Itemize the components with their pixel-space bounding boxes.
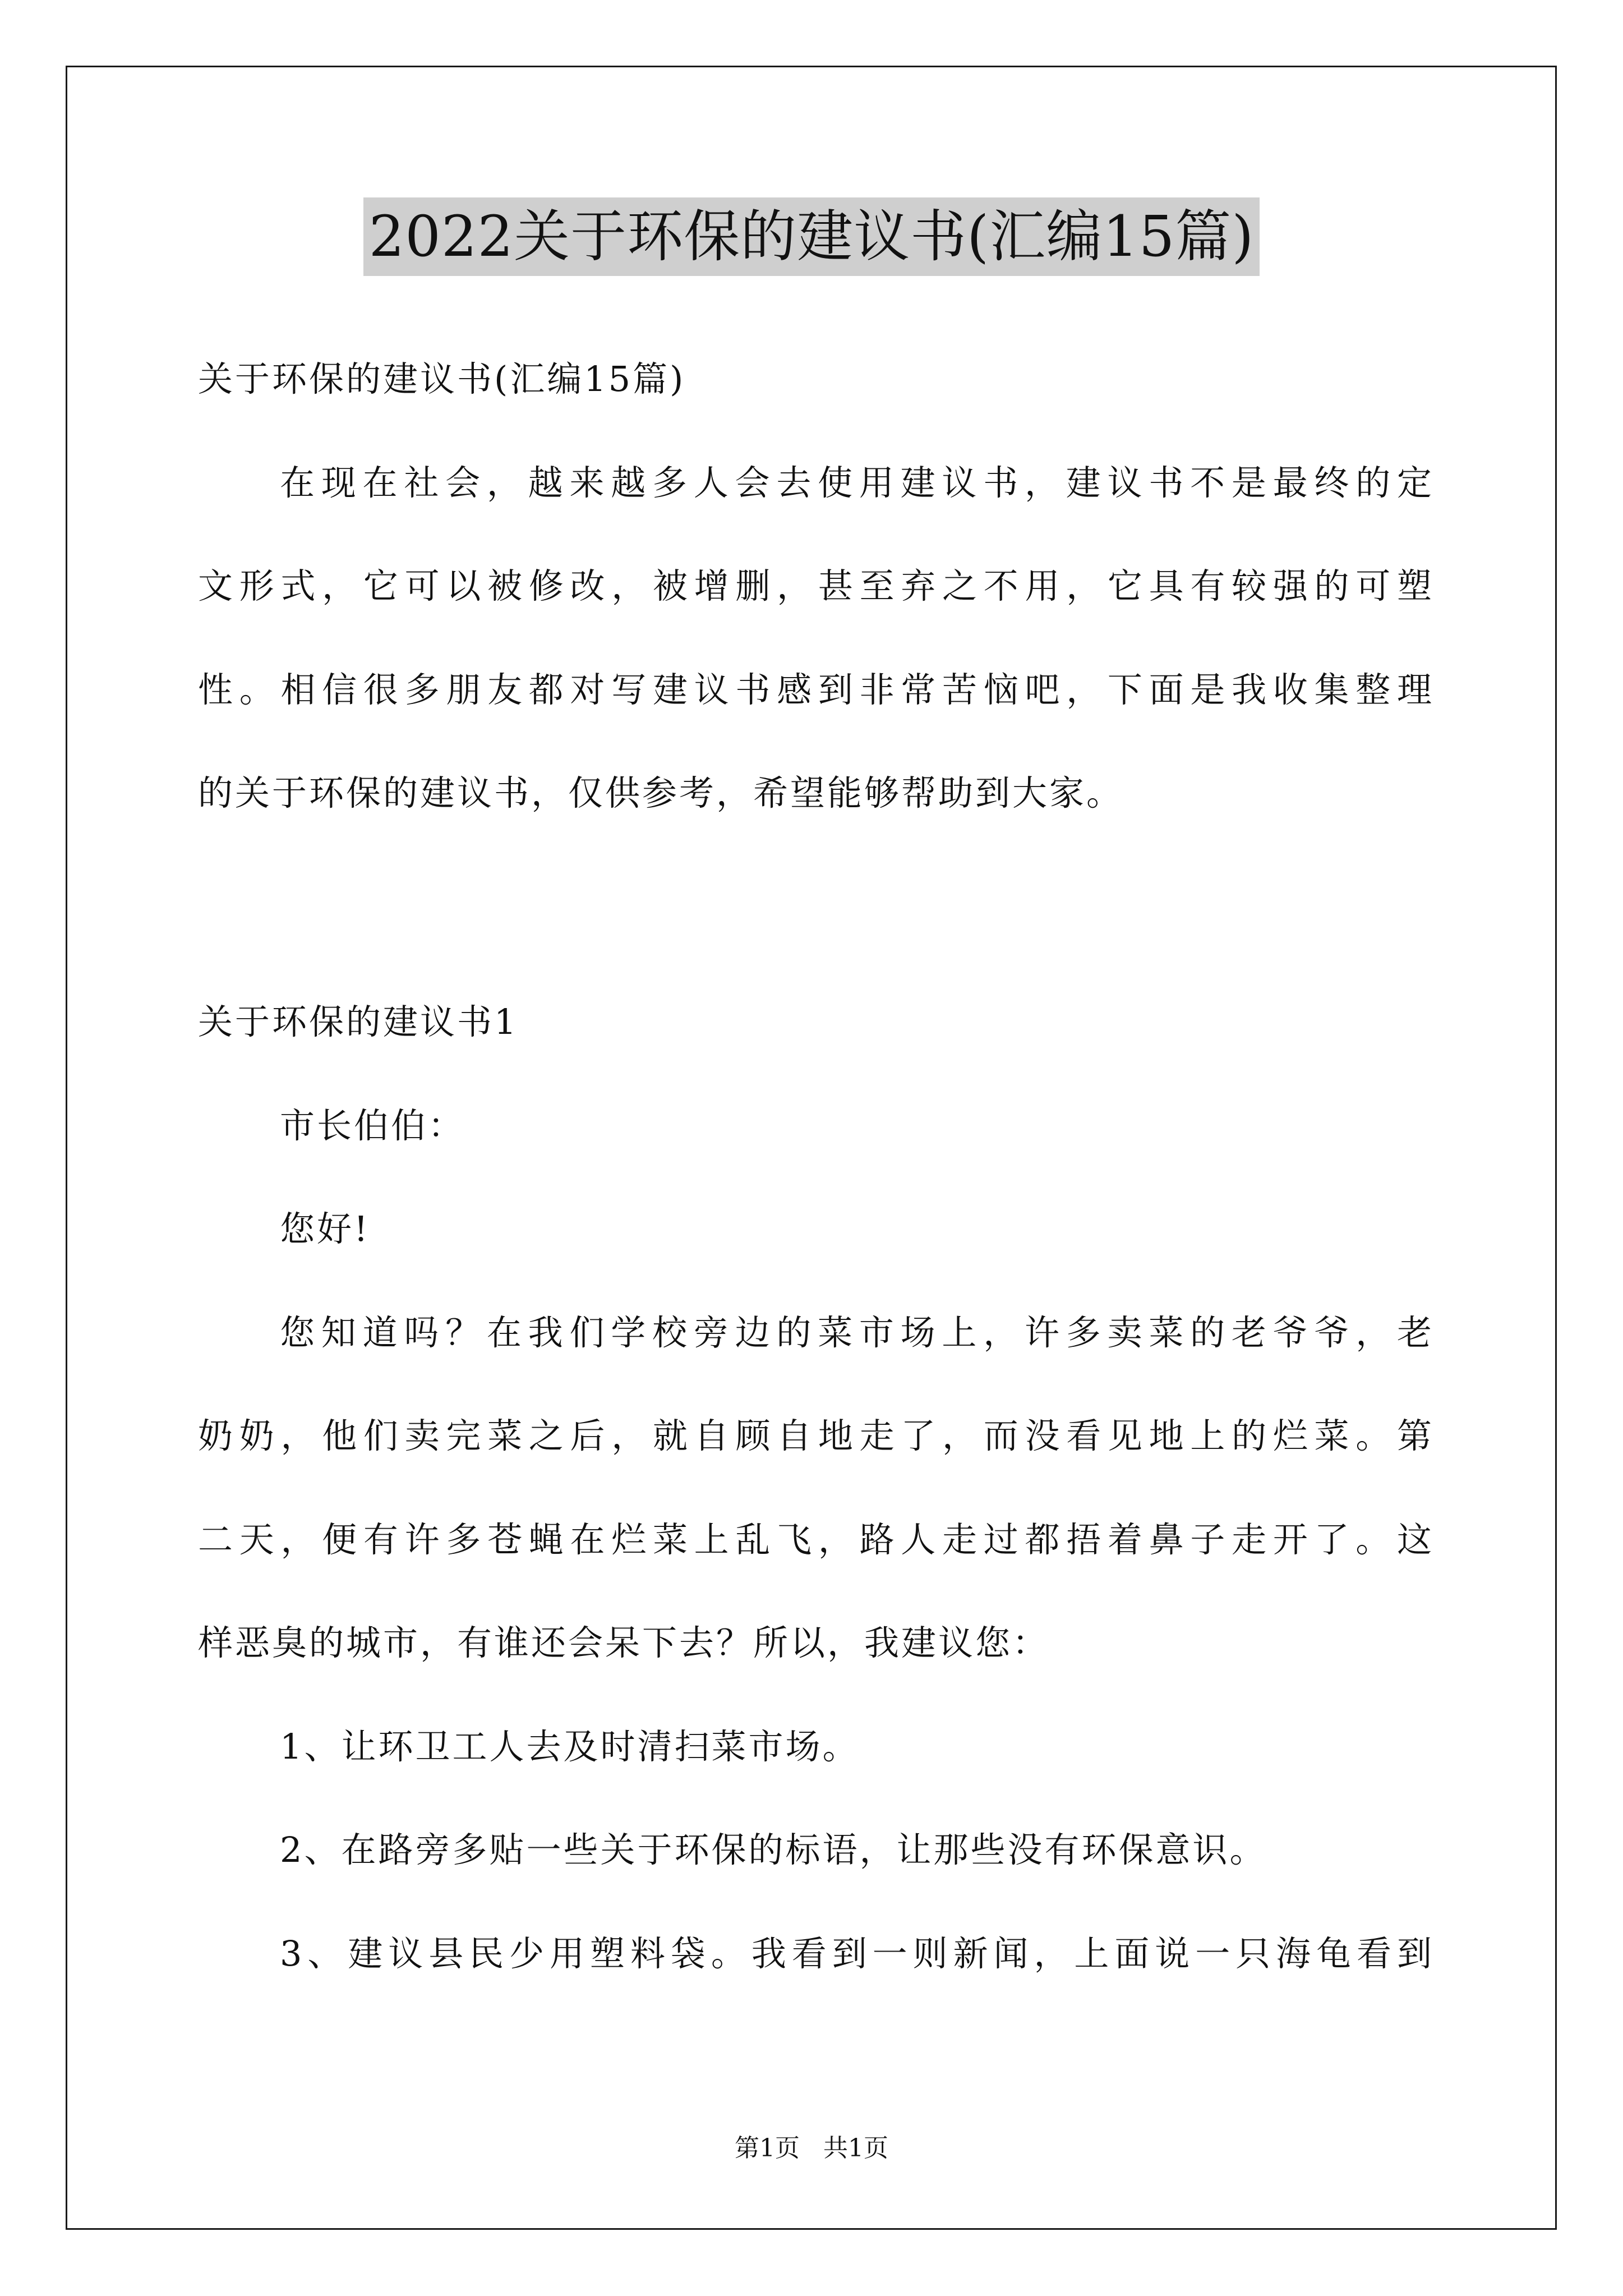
suggestion-1: 1、让环卫工人去及时清扫菜市场。 <box>280 1726 860 1767</box>
document-title: 2022关于环保的建议书(汇编15篇) <box>363 197 1260 276</box>
intro-line-2: 文形式，它可以被修改，被增删，甚至弃之不用，它具有较强的可塑 <box>198 565 1432 606</box>
title-container <box>0 197 1623 276</box>
greeting: 您好! <box>280 1208 370 1249</box>
body-line-2: 奶奶，他们卖完菜之后，就自顾自地走了，而没看见地上的烂菜。第 <box>198 1415 1432 1456</box>
subtitle: 关于环保的建议书(汇编15篇) <box>198 358 686 399</box>
page-footer: 第1页 共1页 <box>735 2134 888 2162</box>
intro-line-1: 在现在社会，越来越多人会去使用建议书，建议书不是最终的定 <box>280 462 1432 503</box>
suggestion-2: 2、在路旁多贴一些关于环保的标语，让那些没有环保意识。 <box>280 1829 1267 1870</box>
suggestion-3: 3、建议县民少用塑料袋。我看到一则新闻，上面说一只海龟看到 <box>280 1933 1432 1974</box>
body-line-3: 二天，便有许多苍蝇在烂菜上乱飞，路人走过都捂着鼻子走开了。这 <box>198 1519 1432 1560</box>
body-line-1: 您知道吗？在我们学校旁边的菜市场上，许多卖菜的老爷爷，老 <box>280 1312 1432 1353</box>
intro-line-4: 的关于环保的建议书，仅供参考，希望能够帮助到大家。 <box>198 772 1124 813</box>
salutation: 市长伯伯： <box>280 1105 465 1146</box>
section-heading: 关于环保的建议书1 <box>198 1001 519 1042</box>
body-line-4: 样恶臭的城市，有谁还会呆下去？所以，我建议您： <box>198 1622 1050 1663</box>
intro-line-3: 性。相信很多朋友都对写建议书感到非常苦恼吧，下面是我收集整理 <box>198 669 1432 710</box>
